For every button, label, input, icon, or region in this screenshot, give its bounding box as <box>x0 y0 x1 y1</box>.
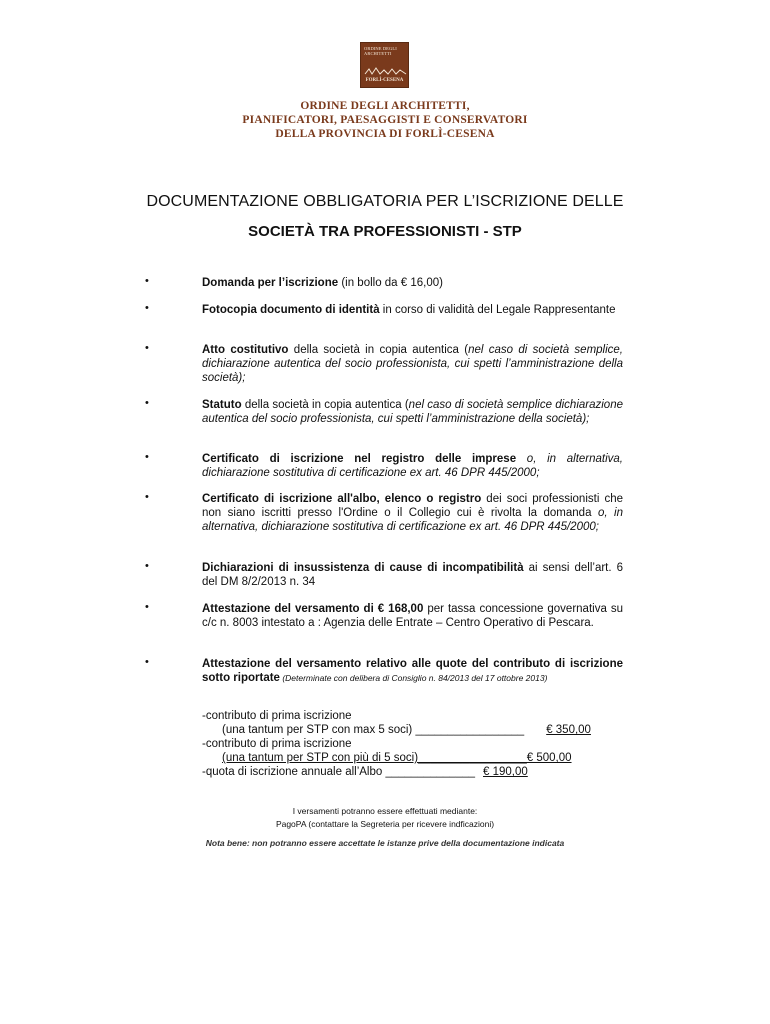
nota-bene: Nota bene: non potranno essere accettate le istanze prive della documentazione indicata <box>205 838 565 848</box>
bullet-icon: • <box>145 397 149 409</box>
bullet-icon: • <box>145 560 149 572</box>
fee-2-row: (una tantum per STP con più di 5 soci)_________________€ 500,00 <box>222 752 572 764</box>
list-item: Domanda per l’iscrizione (in bollo da € 16,00) <box>202 277 443 289</box>
fee-list <box>202 709 591 779</box>
payment-note: I versamenti potranno essere effettuati mediante: <box>292 806 478 816</box>
org-line-1: ORDINE DEGLI ARCHITETTI, <box>300 100 470 112</box>
fee-3-row: -quota di iscrizione annuale all’Albo ______________ € 190,00 <box>202 766 528 778</box>
bullet-icon: • <box>145 491 149 503</box>
logo-text-bottom: FORLÌ-CESENA <box>365 78 404 83</box>
list-item: Atto costitutivo della società in copia autentica (nel caso di società semplice, dichiarazione autentica del socio professionista, cui spetti l’amministrazione della società); <box>202 344 624 384</box>
fee-3-amount: € 190,00 <box>483 766 528 778</box>
logo-text-top: ORDINE DEGLI ARCHITETTI <box>364 46 397 56</box>
bullet-icon: • <box>145 275 149 287</box>
bullet-icon: • <box>145 656 149 668</box>
org-line-3: DELLA PROVINCIA DI FORLÌ-CESENA <box>275 128 495 140</box>
list-item: Certificato di iscrizione all'albo, elenco o registro dei soci professionisti che non siano iscritti presso l'Ordine o il Collegio cui è rivolta la domanda o, in alternativa, dichiarazione sostitutiva di certificazione ex art. 46 DPR 445/2000; <box>202 493 623 533</box>
fee-2-label: -contributo di prima iscrizione <box>202 738 352 750</box>
bullet-icon: • <box>145 302 149 314</box>
ordine-logo <box>360 42 409 88</box>
logo-emblem-icon <box>364 65 407 77</box>
bullet-icon: • <box>145 601 149 613</box>
list-item: Dichiarazioni di insussistenza di cause di incompatibilità ai sensi dell’art. 6 del DM 8/2/2013 n. 34 <box>202 562 624 588</box>
list-item: Fotocopia documento di identità in corso di validità del Legale Rappresentante <box>202 304 616 316</box>
fee-1-row: (una tantum per STP con max 5 soci) _________________ € 350,00 <box>222 724 591 736</box>
list-item: Certificato di iscrizione nel registro delle imprese o, in alternativa, dichiarazione sostitutiva di certificazione ex art. 46 DPR 445/2000; <box>202 453 623 479</box>
org-line-2: PIANIFICATORI, PAESAGGISTI E CONSERVATORI <box>242 114 528 126</box>
list-item: Statuto della società in copia autentica (nel caso di società semplice dichiarazione autentica del socio professionista, cui spetti l’amministrazione della società); <box>202 399 623 425</box>
list-item: Attestazione del versamento di € 168,00 per tassa concessione governativa su c/c n. 8003 intestato a : Agenzia delle Entrate – Centro Operativo di Pescara. <box>202 603 623 629</box>
bullet-icon: • <box>145 451 149 463</box>
list-item: Attestazione del versamento relativo alle quote del contributo di iscrizione sotto riportate (Determinate con delibera di Consiglio n. 84/2013 del 17 ottobre 2013) <box>202 658 623 684</box>
fee-1-label: -contributo di prima iscrizione <box>202 710 352 722</box>
document-subtitle: SOCIETÀ TRA PROFESSIONISTI - STP <box>248 223 522 240</box>
fee-2-amount: _________________€ 500,00 <box>418 752 572 764</box>
organization-header <box>0 99 770 141</box>
bullet-icon: • <box>145 342 149 354</box>
fee-1-amount: € 350,00 <box>546 724 591 736</box>
document-title: DOCUMENTAZIONE OBBLIGATORIA PER L’ISCRIZIONE DELLE <box>146 193 624 210</box>
payment-method: PagoPA (contattare la Segreteria per ricevere indficazioni) <box>275 819 495 829</box>
